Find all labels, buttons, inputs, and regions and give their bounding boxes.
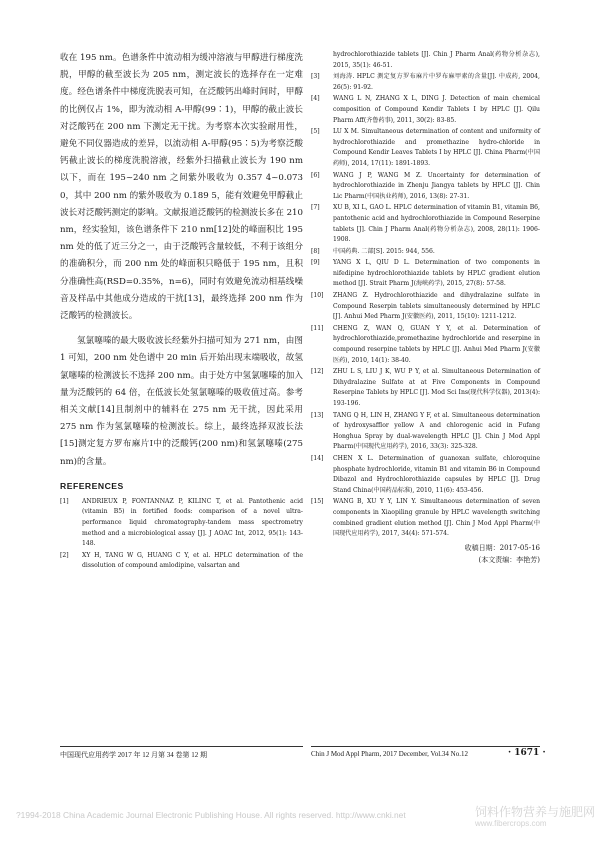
reference-item bbox=[311, 72, 540, 93]
reference-number: [9] bbox=[311, 259, 320, 267]
watermark-logo bbox=[475, 806, 595, 830]
reference-item bbox=[311, 203, 540, 245]
footer-rule-right bbox=[311, 746, 540, 747]
right-column bbox=[311, 50, 540, 566]
reference-number bbox=[311, 50, 333, 71]
reference-number: [12] bbox=[311, 368, 324, 376]
reference-text: LU X M. Simultaneous determination of content and uniformity of hydrochlorothiazide and promethazine hydro-chloride in Compound Kendir Leaves Tablets I by HPLC [J]. China Pharm(中国药师), 2014, 17(11): 1891-1893. bbox=[333, 128, 540, 167]
reference-item bbox=[311, 127, 540, 169]
reference-number: [11] bbox=[311, 324, 324, 332]
reference-text: XY H, TANG W G, HUANG C Y, et al. HPLC determination of the dissolution of compound amlodipine, valsartan and bbox=[82, 551, 303, 570]
reference-item bbox=[311, 171, 540, 203]
reference-number: [2] bbox=[60, 551, 69, 559]
reference-item bbox=[311, 258, 540, 290]
watermark-copyright: ?1994-2018 China Academic Journal Electronic Publishing House. All rights reserved. http://www.cnki.net bbox=[16, 810, 406, 820]
reference-number: [3] bbox=[311, 73, 320, 81]
reference-number: [14] bbox=[311, 454, 324, 462]
reference-text: 刘海涛. HPLC 测定复方罗布麻片中罗布麻甲素的含量[J]. 中成药, 2004, 26(5): 91-92. bbox=[333, 73, 540, 91]
reference-text: CHENG Z, WAN Q, GUAN Y Y, et al. Determination of hydrochlorothiazide,promethazine hydrochloride and reserpine in compound reserpine tablets by HPLC [J]. Anhui Med Pharm J(安徽医药), 2010, 14(1): 38-40. bbox=[333, 324, 540, 364]
reference-item bbox=[311, 324, 540, 366]
reference-text: WANG J P, WANG M Z. Uncertainty for determination of hydrochlorothiazide in Zhenju Jiangya tablets by HPLC [J]. Chin Lic Pharm(中国执业药师), 2016, 13(8): 27-31. bbox=[333, 171, 540, 200]
reference-list-left bbox=[60, 497, 303, 572]
reference-text: TANG Q H, LIN H, ZHANG Y F, et al. Simultaneous determination of hydroxysafflor yellow A and chlorogenic acid in Fufang Honghua Spray by dual-wavelength HPLC [J]. Chin J Mod Appl Pharm(中国现代应用药学), 2016, 33(3): 325-328. bbox=[333, 411, 540, 451]
reference-item bbox=[311, 247, 540, 258]
reference-list-right bbox=[311, 50, 540, 541]
reference-item bbox=[311, 497, 540, 539]
references-heading: REFERENCES bbox=[60, 480, 124, 491]
page-number: · 1671 · bbox=[508, 748, 546, 758]
reference-text: 中国药典. 二部[S]. 2015: 944, 556. bbox=[333, 247, 435, 255]
reference-text: ANDRIEUX P, FONTANNAZ P, KILINC T, et al. Pantothenic acid (vitamin B5) in fortified foods: comparison of a novel ultra-performance liquid chromatography-tandem mass spectrometry method and a microbiological assay [J]. J AOAC Int, 2012, 95(1): 143-148. bbox=[82, 497, 303, 548]
watermark-logo-url: www.fibercrops.com bbox=[475, 819, 547, 828]
watermark-logo-title: 饲料作物营养与施肥网 bbox=[475, 805, 595, 819]
footer-journal-cn: 中国现代应用药学 2017 年 12 月第 34 卷第 12 期 bbox=[60, 751, 207, 759]
reference-item bbox=[311, 454, 540, 496]
reference-item bbox=[311, 50, 540, 71]
body-paragraph-2: 氢氯噻嗪的最大吸收波长经紫外扫描可知为 271 nm，由图 1 可知，200 nm 处色谱中 20 min 后开始出现末端吸收，故氢氯噻嗪的检测波长不选择 200 nm。由于处方中氢氯噻嗪的加入量为泛酸钙的 64 倍，在低波长处氢氯噻嗪的吸收值过高。参考相关文献[14]且制剂中的辅料在 275 nm 无干扰，因此采用 275 nm 作为氢氯噻嗪的检测波长。综上，最终选择双波长法[15]测定复方罗布麻片Ⅰ中的泛酸钙(200 nm)和氢氯噻嗪(275 nm)的含量。 bbox=[60, 336, 303, 467]
footer-rule-left bbox=[60, 746, 303, 747]
reference-item bbox=[311, 291, 540, 323]
reference-number: [15] bbox=[311, 498, 324, 506]
reference-item bbox=[311, 94, 540, 126]
reference-text: YANG X L, QIU D L. Determination of two components in nifedipine hydrochlorothiazide tablets by HPLC gradient elution method [J]. Strait Pharm J(海峡药学), 2015, 27(8): 57-58. bbox=[333, 259, 540, 288]
reference-text: XU B, XI L, GAO L. HPLC determination of vitamin B1, vitamin B6, pantothenic acid and hydrochlorothiazide in Compound Reserpine tablets [J]. Chin J Pharm Anal(药物分析杂志), 2008, 28(11): 1906-1908. bbox=[333, 204, 540, 244]
reference-number: [8] bbox=[311, 247, 320, 255]
reference-text: WANG L N, ZHANG X L, DING J. Detection of main chemical composition of Compound Kendir Tablets I by HPLC [J]. Qilu Pharm Aff(齐鲁药事), 2011, 30(2): 83-85. bbox=[333, 95, 540, 124]
editor-note: (本文责编：李艳芳) bbox=[478, 555, 540, 564]
reference-item bbox=[60, 497, 303, 550]
reference-text: ZHANG Z. Hydrochlorothiazide and dihydralazine sulfate in Compound Reserpin tablets simultaneously determined by HPLC [J]. Anhui Med Pharm J(安徽医药), 2011, 15(10): 1211-1212. bbox=[333, 292, 540, 321]
received-date: 收稿日期：2017-05-16 bbox=[464, 543, 540, 552]
left-column bbox=[60, 50, 303, 573]
reference-number: [1] bbox=[60, 497, 69, 505]
reference-text: hydrochlorothiazide tablets [J]. Chin J Pharm Anal(药物分析杂志), 2015, 35(1): 46-51. bbox=[333, 51, 540, 69]
footer-journal-en: Chin J Mod Appl Pharm, 2017 December, Vol.34 No.12 bbox=[311, 750, 468, 758]
reference-item bbox=[60, 551, 303, 572]
reference-number: [10] bbox=[311, 292, 324, 300]
reference-item bbox=[311, 411, 540, 453]
reference-number: [4] bbox=[311, 95, 320, 103]
reference-number: [5] bbox=[311, 128, 320, 136]
reference-number: [13] bbox=[311, 411, 324, 419]
reference-item bbox=[311, 367, 540, 409]
reference-number: [7] bbox=[311, 204, 320, 212]
reference-text: ZHU L S, LIU J K, WU P Y, et al. Simultaneous Determination of Dihydralazine Sulfate at at Five Components in Compound Reserpine Tablets by HPLC [J]. Mod Sci Ins(现代科学仪器), 2013(4): 193-196. bbox=[333, 368, 540, 407]
body-paragraph-1: 收在 195 nm。色谱条件中流动相为缓冲溶液与甲醇进行梯度洗脱，甲醇的截至波长为 205 nm，测定波长的选择存在一定难度。经色谱条件中梯度洗脱表可知，在泛酸钙出峰时间时，甲醇的比例仅占 1%，即为流动相 A-甲醇(99∶1)，甲醇的截止波长对泛酸钙在 200 nm 下测定无干扰。为考察本次实验耐用性，避免不同仪器造成的差异，以流动相 A-甲醇(95∶5)为考察泛酸钙截止波长的梯度洗脱溶液，经紫外扫描截止波长为 190 nm 以下，而在 195~240 nm 之间紫外吸收为 0.357 4~0.073 0，其中 200 nm 的紫外吸收为 0.189 5，能有效避免甲醇截止波长对泛酸钙测定的影响。文献报道泛酸钙的检测波长多在 210 nm，经实验知，该色谱条件下 210 nm[12]处的峰面积比 195 nm 处的低了近三分之一，由于泛酸钙含量较低，不利于该组分的准确积分，而 200 nm 处的峰面积只略低于 195 nm，且积分准确性高(RSD=0.35%，n=6)，同时有效避免流动相基线噪音及样品中其他成分造成的干扰[13]，最终选择 200 nm 作为泛酸钙的检测波长。 bbox=[60, 53, 303, 322]
reference-text: CHEN X L. Determination of guanoxan sulfate, chloroquine phosphate hydrochloride, vitamin B1 and vitamin B6 in Compound Dibazol and Hydrochlorothiazide capsules by HPLC [J]. Drug Stand China(中国药品标准), 2010, 11(6): 453-456. bbox=[333, 454, 540, 494]
reference-number: [6] bbox=[311, 171, 320, 179]
reference-text: WANG B, XU Y Y, LIN Y. Simultaneous determination of seven components in Xiaopiling granule by HPLC wavelength switching combined gradient elution method [J]. Chin J Mod Appl Pharm(中国现代应用药学), 2017, 34(4): 571-574. bbox=[333, 498, 540, 538]
